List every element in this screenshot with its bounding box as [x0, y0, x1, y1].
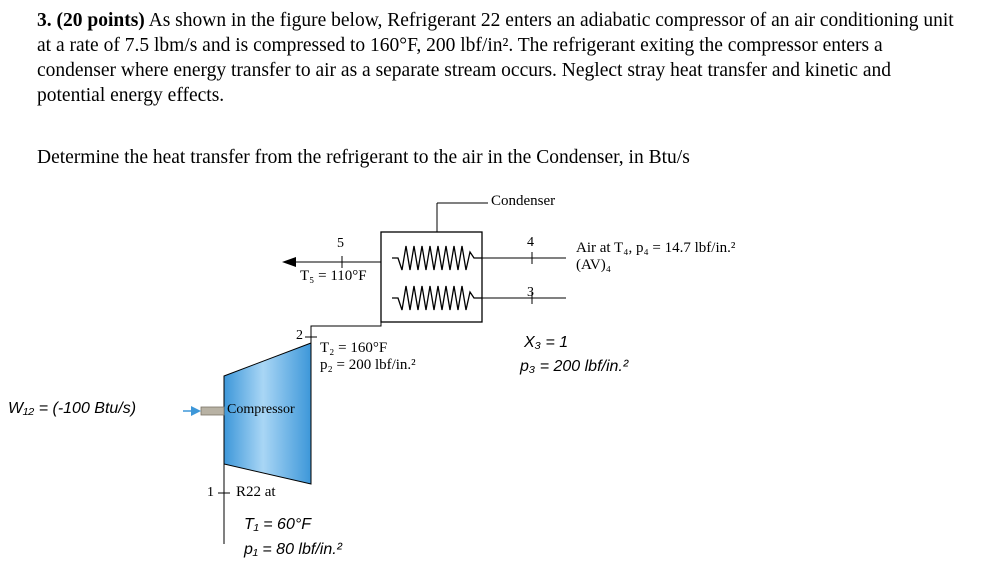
work-arrow-head: [191, 406, 201, 416]
compressor-label: Compressor: [227, 402, 295, 417]
t1-label: T₁ = 60°F: [244, 516, 312, 533]
t5-label: T₅ = 110°F: [300, 268, 367, 284]
p3-label: p₃ = 200 lbf/in.²: [520, 358, 629, 375]
state3-number: 3: [527, 285, 534, 300]
problem-points: (20 points): [56, 10, 145, 31]
compressor-shaft: [201, 407, 224, 415]
state1-number: 1: [207, 485, 214, 500]
air-velocity-label: (AV)₄: [576, 257, 611, 273]
p2-label: p₂ = 200 lbf/in.²: [320, 357, 416, 373]
problem-text: As shown in the figure below, Refrigerant 22 enters an adiabatic compressor of an air conditioning unit at a rate of 7.5 lbm/s and is compressed to 160°F, 200 lbf/in². The refrigerant exiting the compressor enters a condenser where energy transfer to air as a separate stream occurs. Neglect stray heat transfer and kinetic and potential energy effects.: [37, 10, 954, 106]
condenser-label: Condenser: [491, 193, 556, 209]
x3-label: X₃ = 1: [524, 334, 569, 351]
t2-label: T₂ = 160°F: [320, 340, 388, 356]
p1-label: p₁ = 80 lbf/in.²: [244, 541, 342, 558]
air-inlet-label: Air at T₄, p₄ = 14.7 lbf/in.²: [576, 240, 736, 256]
work-label: W₁₂ = (-100 Btu/s): [8, 400, 137, 417]
state4-number: 4: [527, 235, 534, 250]
state2-number: 2: [296, 328, 303, 343]
state5-number: 5: [337, 236, 344, 251]
r22-label: R22 at: [236, 484, 276, 500]
question-text: Determine the heat transfer from the refrigerant to the air in the Condenser, in Btu/s: [37, 147, 690, 168]
exit-arrow-head: [282, 257, 296, 267]
problem-number: 3.: [37, 10, 52, 31]
